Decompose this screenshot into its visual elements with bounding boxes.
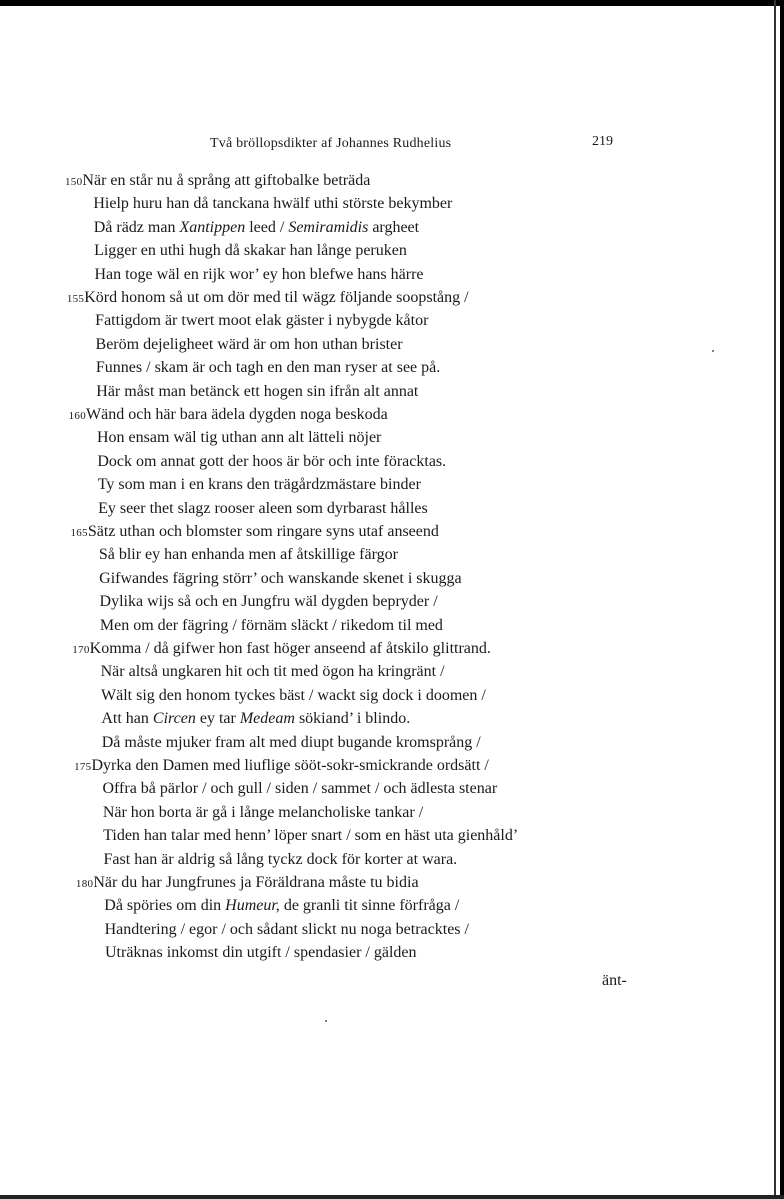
line-number: 150	[65, 176, 83, 188]
poem-line	[76, 873, 419, 894]
scan-speck	[712, 350, 714, 352]
page-number: 219	[592, 134, 613, 149]
poem-line	[100, 592, 438, 613]
poem-line	[67, 288, 469, 309]
line-number: 155	[66, 293, 85, 305]
poem-line	[101, 662, 445, 683]
poem-line	[101, 686, 486, 707]
poem-line	[93, 194, 452, 215]
poem-line	[94, 241, 407, 262]
line-text: Dylika wijs så och en Jungfru wäl dygden bepryder /	[99, 593, 438, 611]
italic-name: Circen	[152, 710, 196, 728]
poem-line	[105, 920, 469, 941]
poem-line	[72, 639, 491, 660]
line-text: Ty som man i en krans den trägårdzmästare binder	[97, 476, 421, 494]
line-text: När hon borta är gå i långe melancholiske tankar /	[102, 803, 424, 821]
poem-line	[102, 779, 497, 800]
line-text: Dock om annat gott der hoos är bör och inte föracktas.	[97, 452, 447, 470]
line-number: 170	[72, 644, 90, 656]
poem-line	[101, 709, 410, 730]
poem-line	[98, 475, 421, 496]
poem-line	[102, 733, 481, 754]
poem-line	[97, 428, 381, 449]
scan-speck	[325, 1020, 327, 1022]
line-text: Då måste mjuker fram alt med diupt bugande kromsprång /	[101, 733, 481, 751]
line-text: Uträknas inkomst din utgift / spendasier / gälden	[105, 944, 417, 962]
line-number: 165	[70, 527, 88, 539]
scan-border-bottom	[0, 1195, 784, 1199]
line-text: Dyrka den Damen med liuflige sööt-sokr-smickrande ordsätt /	[91, 757, 489, 774]
line-text: Att han	[101, 710, 153, 728]
line-text: Wänd och här bara ädela dygden noga beskoda	[86, 406, 388, 423]
scan-border-right	[780, 0, 784, 1199]
catchword: änt-	[602, 972, 627, 989]
poem-line	[65, 171, 370, 192]
line-text: Men om der fägring / förnäm släckt / rikedom til med	[99, 616, 443, 634]
line-text: När du har Jungfrunes ja Föräldrana måste tu bidia	[93, 874, 419, 891]
line-text: leed /	[245, 218, 289, 236]
line-text: När en står nu å språng att giftobalke beträda	[82, 172, 371, 189]
italic-name: Medeam	[239, 710, 295, 728]
scan-border-top	[0, 0, 784, 6]
line-number: 175	[74, 761, 92, 773]
line-text: Här måst man betänck ett hogen sin ifrån alt annat	[96, 382, 419, 400]
line-text: Då spöries om din	[104, 897, 226, 915]
poem-line	[103, 826, 518, 847]
line-text: Hielp huru han då tanckana hwälf uthi störste bekymber	[93, 195, 453, 213]
line-number: 160	[68, 410, 87, 422]
poem-line	[96, 358, 440, 379]
line-text: Handtering / egor / och sådant slickt nu noga betracktes /	[104, 920, 469, 938]
line-text: Ligger en uthi hugh då skakar han långe peruken	[94, 242, 407, 260]
poem-line	[97, 452, 446, 473]
line-text: de granli tit sinne förfråga /	[279, 897, 460, 915]
line-text: Gifwandes fägring störr’ och wanskande skenet i skugga	[99, 569, 462, 587]
line-text: Så blir ey han enhanda men af åtskillige färgor	[98, 546, 398, 564]
poem-line	[94, 218, 419, 239]
poem-line	[103, 803, 423, 824]
line-text: När altså ungkaren hit och tit med ögon ha kringränt /	[100, 663, 445, 681]
line-text: Offra bå pärlor / och gull / siden / sammet / och ädlesta stenar	[102, 780, 498, 798]
poem-line	[104, 896, 459, 917]
line-text: Wält sig den honom tyckes bäst / wackt sig dock i doomen /	[101, 686, 486, 704]
scan-border-right-inner	[774, 0, 776, 1199]
poem-line	[100, 616, 443, 637]
poem-line	[98, 499, 428, 520]
line-text: Beröm dejeligheet wärd är om hon uthan brister	[95, 335, 403, 353]
line-text: Sätz uthan och blomster som ringare syns utaf anseend	[87, 523, 439, 540]
poem-line	[74, 756, 489, 777]
line-text: Ey seer thet slagz rooser aleen som dyrbarast hålles	[98, 499, 428, 517]
line-text: argheet	[368, 218, 420, 236]
poem-line	[96, 335, 403, 356]
italic-name: Humeur,	[225, 897, 280, 915]
poem-line	[94, 265, 423, 286]
line-text: Han toge wäl en rijk wor’ ey hon blefwe hans härre	[94, 265, 424, 283]
line-text: ey tar	[195, 710, 240, 728]
line-text: sökiand’ i blindo.	[294, 710, 411, 728]
line-text: Hon ensam wäl tig uthan ann alt lätteli nöjer	[97, 429, 382, 447]
line-text: Körd honom så ut om dör med til wägz följande soopstång /	[84, 289, 469, 306]
poem-line	[70, 522, 438, 543]
poem-line	[96, 382, 418, 403]
line-number: 180	[75, 878, 94, 890]
line-text: Fattigdom är twert moot elak gäster i nybygde kåtor	[95, 312, 429, 330]
italic-name: Semiramidis	[288, 218, 369, 236]
poem-line	[99, 545, 398, 566]
line-text: Då rädz man	[93, 218, 180, 236]
italic-name: Xantippen	[179, 218, 246, 236]
poem-line	[104, 850, 458, 871]
line-text: Komma / då gifwer hon fast höger anseend af åtskilo glittrand.	[89, 640, 491, 657]
line-text: Tiden han talar med henn’ löper snart / som en häst uta gienhåld’	[103, 827, 519, 845]
line-text: Fast han är aldrig så lång tyckz dock för korter at wara.	[103, 850, 458, 868]
line-text: Funnes / skam är och tagh en den man ryser at see på.	[95, 359, 441, 377]
poem-line	[99, 569, 461, 590]
poem-line	[105, 943, 417, 964]
poem-line	[95, 311, 428, 332]
poem-line	[69, 405, 388, 426]
running-header: Två bröllopsdikter af Johannes Rudhelius	[210, 136, 452, 151]
